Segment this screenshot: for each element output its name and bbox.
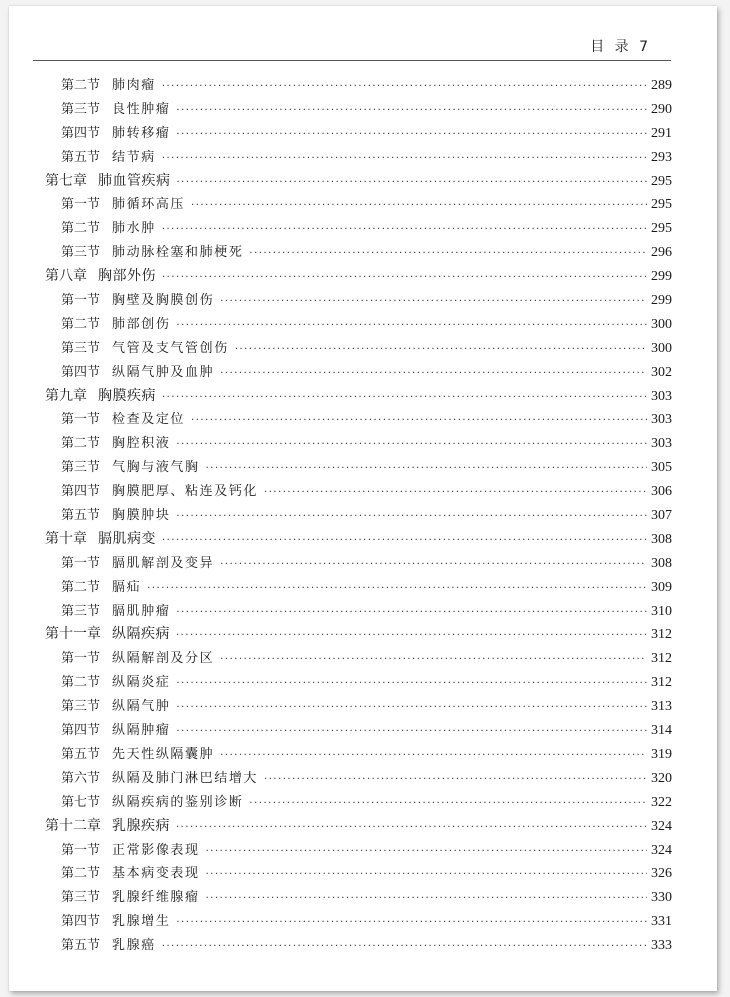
dot-leader <box>162 266 647 290</box>
section-number: 第二节 <box>61 316 101 332</box>
section-title: 胸腔积液 <box>112 436 171 452</box>
section-title: 胸膜肿块 <box>112 508 171 524</box>
dot-leader <box>162 147 647 171</box>
section-title: 膈肌肿瘤 <box>112 603 171 619</box>
section-number: 第二节 <box>61 675 101 691</box>
section-number: 第五节 <box>61 938 101 954</box>
dot-leader <box>220 362 647 386</box>
toc-section-entry[interactable] <box>45 934 672 958</box>
dot-leader <box>176 99 647 123</box>
section-title: 结节病 <box>112 149 156 165</box>
toc-section-entry[interactable] <box>45 791 672 815</box>
page-number: 314 <box>651 723 672 739</box>
toc-section-entry[interactable] <box>45 74 672 98</box>
section-title: 纵隔疾病的鉴别诊断 <box>112 794 244 810</box>
section-title: 纵隔炎症 <box>112 675 171 691</box>
section-title: 纵隔气肿 <box>112 699 171 715</box>
page-number: 312 <box>651 627 672 643</box>
page-number: 310 <box>651 603 672 619</box>
toc-section-entry[interactable] <box>45 432 672 456</box>
page-number: 326 <box>651 866 672 882</box>
page-number: 295 <box>651 197 672 213</box>
section-title: 膈疝 <box>112 579 142 595</box>
page-number: 324 <box>651 818 672 834</box>
section-number: 第一节 <box>61 651 101 667</box>
toc-chapter-entry[interactable] <box>45 815 672 839</box>
dot-leader <box>191 409 647 433</box>
toc-chapter-entry[interactable] <box>45 170 672 194</box>
dot-leader <box>176 314 647 338</box>
dot-leader <box>176 624 647 648</box>
section-title: 肺动脉栓塞和肺梗死 <box>112 245 244 261</box>
dot-leader <box>176 505 647 529</box>
section-number: 第二节 <box>61 866 101 882</box>
page-number: 330 <box>651 890 672 906</box>
toc-section-entry[interactable] <box>45 456 672 480</box>
toc-section-entry[interactable] <box>45 839 672 863</box>
dot-leader <box>206 457 647 481</box>
dot-leader <box>176 601 647 625</box>
section-number: 第三节 <box>61 460 101 476</box>
dot-leader <box>176 696 647 720</box>
chapter-title: 胸膜疾病 <box>98 387 156 404</box>
section-number: 第四节 <box>61 125 101 141</box>
section-title: 正常影像表现 <box>112 842 200 858</box>
toc-chapter-entry[interactable] <box>45 623 672 647</box>
page-number: 307 <box>651 508 672 524</box>
page-number: 303 <box>651 388 672 404</box>
dot-leader <box>206 887 647 911</box>
dot-leader <box>162 386 647 410</box>
chapter-number: 第九章 <box>45 387 87 404</box>
dot-leader <box>176 911 647 935</box>
page-number: 303 <box>651 412 672 428</box>
section-title: 气管及支气管创伤 <box>112 340 229 356</box>
dot-leader <box>206 840 647 864</box>
page-number: 296 <box>651 245 672 261</box>
dot-leader <box>162 935 647 959</box>
section-number: 第五节 <box>61 508 101 524</box>
dot-leader <box>176 816 647 840</box>
page-number: 319 <box>651 746 672 762</box>
toc-section-entry[interactable] <box>45 361 672 385</box>
toc-section-entry[interactable] <box>45 313 672 337</box>
toc-section-entry[interactable] <box>45 695 672 719</box>
page-number: 324 <box>651 842 672 858</box>
toc-section-entry[interactable] <box>45 408 672 432</box>
chapter-title: 纵隔疾病 <box>112 626 170 643</box>
page-number: 308 <box>651 555 672 571</box>
section-title: 膈肌解剖及变异 <box>112 555 215 571</box>
page-number: 312 <box>651 675 672 691</box>
toc-section-entry[interactable] <box>45 122 672 146</box>
dot-leader <box>220 648 647 672</box>
section-title: 肺水肿 <box>112 221 156 237</box>
page-number: 290 <box>651 101 672 117</box>
section-title: 肺转移瘤 <box>112 125 171 141</box>
section-title: 肺部创伤 <box>112 316 171 332</box>
dot-leader <box>176 433 647 457</box>
page-number: 299 <box>651 293 672 309</box>
section-number: 第七节 <box>61 794 101 810</box>
section-title: 乳腺增生 <box>112 914 171 930</box>
page-number: 303 <box>651 436 672 452</box>
document-page <box>9 6 717 991</box>
section-number: 第三节 <box>61 245 101 261</box>
page-number: 289 <box>651 78 672 93</box>
chapter-title: 乳腺疾病 <box>112 817 170 834</box>
page-number: 331 <box>651 914 672 930</box>
toc-chapter-entry[interactable] <box>45 528 672 552</box>
page-number: 312 <box>651 651 672 667</box>
toc-section-entry[interactable] <box>45 98 672 122</box>
page-number: 309 <box>651 579 672 595</box>
toc-chapter-entry[interactable] <box>45 265 672 289</box>
section-number: 第二节 <box>61 78 101 93</box>
page-number: 293 <box>651 149 672 165</box>
section-number: 第三节 <box>61 603 101 619</box>
page-number: 300 <box>651 316 672 332</box>
section-title: 肺循环高压 <box>112 197 186 213</box>
chapter-title: 胸部外伤 <box>98 268 156 285</box>
dot-leader <box>220 744 647 768</box>
toc-section-entry[interactable] <box>45 193 672 217</box>
running-header <box>33 32 671 61</box>
page-number: 322 <box>651 794 672 810</box>
section-title: 乳腺纤维腺瘤 <box>112 890 200 906</box>
section-number: 第二节 <box>61 436 101 452</box>
section-title: 纵隔气肿及血肿 <box>112 364 215 380</box>
toc-section-entry[interactable] <box>45 886 672 910</box>
section-title: 基本病变表现 <box>112 866 200 882</box>
section-number: 第四节 <box>61 914 101 930</box>
toc-section-entry[interactable] <box>45 241 672 265</box>
page-number: 299 <box>651 269 672 285</box>
section-title: 良性肿瘤 <box>112 101 171 117</box>
toc-section-entry[interactable] <box>45 719 672 743</box>
dot-leader <box>235 338 647 362</box>
chapter-number: 第七章 <box>45 172 87 189</box>
section-title: 乳腺癌 <box>112 938 156 954</box>
toc-section-entry[interactable] <box>45 576 672 600</box>
chapter-number: 第十一章 <box>45 626 101 643</box>
section-number: 第一节 <box>61 293 101 309</box>
page-number: 305 <box>651 460 672 476</box>
section-number: 第三节 <box>61 101 101 117</box>
page-number: 333 <box>651 938 672 954</box>
toc-section-entry[interactable] <box>45 647 672 671</box>
chapter-number: 第八章 <box>45 268 87 285</box>
dot-leader <box>249 242 647 266</box>
section-title: 胸壁及胸膜创伤 <box>112 293 215 309</box>
page-number: 295 <box>651 173 672 189</box>
dot-leader <box>176 123 647 147</box>
dot-leader <box>220 553 647 577</box>
section-title: 检查及定位 <box>112 412 186 428</box>
section-number: 第一节 <box>61 842 101 858</box>
toc-chapter-entry[interactable] <box>45 385 672 409</box>
section-number: 第三节 <box>61 340 101 356</box>
section-number: 第三节 <box>61 890 101 906</box>
page-number: 302 <box>651 364 672 380</box>
chapter-title: 膈肌病变 <box>98 530 156 547</box>
section-title: 纵隔解剖及分区 <box>112 651 215 667</box>
header-text: 目 录 7 <box>590 39 651 55</box>
section-number: 第一节 <box>61 412 101 428</box>
section-number: 第四节 <box>61 484 101 500</box>
dot-leader <box>162 529 647 553</box>
section-title: 气胸与液气胸 <box>112 460 200 476</box>
toc-section-entry[interactable] <box>45 600 672 624</box>
section-number: 第四节 <box>61 723 101 739</box>
dot-leader <box>162 218 647 242</box>
chapter-number: 第十章 <box>45 530 87 547</box>
dot-leader <box>162 75 647 99</box>
section-number: 第五节 <box>61 746 101 762</box>
toc-section-entry[interactable] <box>45 146 672 170</box>
section-title: 纵隔及肺门淋巴结增大 <box>112 770 259 786</box>
dot-leader <box>147 577 647 601</box>
chapter-number: 第十二章 <box>45 817 101 834</box>
section-number: 第三节 <box>61 699 101 715</box>
dot-leader <box>177 171 648 195</box>
section-number: 第六节 <box>61 770 101 786</box>
toc-section-entry[interactable] <box>45 480 672 504</box>
toc-section-entry[interactable] <box>45 671 672 695</box>
section-title: 胸膜肥厚、粘连及钙化 <box>112 484 259 500</box>
dot-leader <box>220 290 647 314</box>
page-number: 295 <box>651 221 672 237</box>
toc-section-entry[interactable] <box>45 504 672 528</box>
section-number: 第二节 <box>61 221 101 237</box>
dot-leader <box>264 481 647 505</box>
page-number: 300 <box>651 340 672 356</box>
section-title: 先天性纵隔囊肿 <box>112 746 215 762</box>
toc-section-entry[interactable] <box>45 862 672 886</box>
page-number: 291 <box>651 125 672 141</box>
dot-leader <box>191 194 647 218</box>
toc-section-entry[interactable] <box>45 289 672 313</box>
table-of-contents <box>45 74 672 958</box>
chapter-title: 肺血管疾病 <box>98 172 171 189</box>
section-number: 第四节 <box>61 364 101 380</box>
toc-section-entry[interactable] <box>45 337 672 361</box>
toc-section-entry[interactable] <box>45 552 672 576</box>
section-number: 第一节 <box>61 197 101 213</box>
section-number: 第二节 <box>61 579 101 595</box>
section-title: 纵隔肿瘤 <box>112 723 171 739</box>
page-number: 313 <box>651 699 672 715</box>
section-number: 第一节 <box>61 555 101 571</box>
page-number: 306 <box>651 484 672 500</box>
toc-section-entry[interactable] <box>45 217 672 241</box>
dot-leader <box>176 720 647 744</box>
section-title: 肺肉瘤 <box>112 78 156 93</box>
page-number: 308 <box>651 531 672 547</box>
dot-leader <box>249 792 647 816</box>
dot-leader <box>176 672 647 696</box>
page-number: 320 <box>651 770 672 786</box>
toc-section-entry[interactable] <box>45 910 672 934</box>
dot-leader <box>206 863 647 887</box>
toc-section-entry[interactable] <box>45 743 672 767</box>
dot-leader <box>264 768 647 792</box>
toc-section-entry[interactable] <box>45 767 672 791</box>
section-number: 第五节 <box>61 149 101 165</box>
